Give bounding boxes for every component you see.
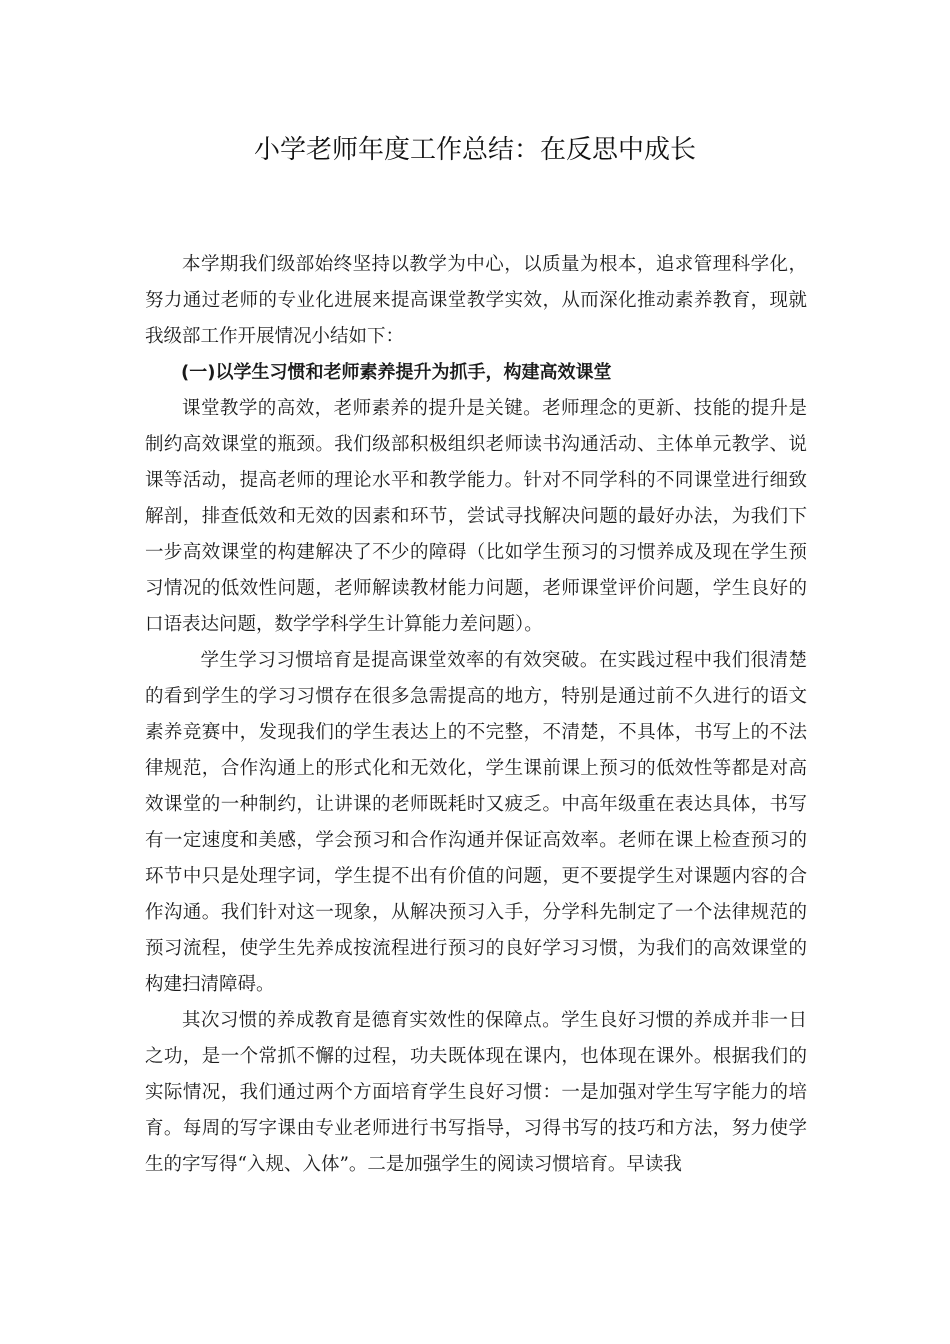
intro-paragraph: 本学期我们级部始终坚持以教学为中心，以质量为根本，追求管理科学化，努力通过老师的专业化进展来提高课堂教学实效，从而深化推动素养教育，现就我级部工作开展情况小结如下： — [145, 254, 807, 347]
body-paragraph-3: 其次习惯的养成教育是德育实效性的保障点。学生良好习惯的养成并非一日之功，是一个常抓不懈的过程，功夫既体现在课内，也体现在课外。根据我们的实际情况，我们通过两个方面培育学生良好习惯：一是加强对学生写字能力的培育。每周的写字课由专业老师进行书写指导，习得书写的技巧和方法，努力使学生的字写得“入规、入体”。二是加强学生的阅读习惯培育。早读我 — [145, 1010, 807, 1175]
section-heading-1: (一)以学生习惯和老师素养提升为抓手，构建高效课堂 — [181, 362, 612, 383]
body-paragraph-2: 学生学习习惯培育是提高课堂效率的有效突破。在实践过程中我们很清楚的看到学生的学习习惯存在很多急需提高的地方，特别是通过前不久进行的语文素养竞赛中，发现我们的学生表达上的不完整，不清楚，不具体，书写上的不法律规范，合作沟通上的形式化和无效化，学生课前课上预习的低效性等都是对高效课堂的一种制约，让讲课的老师既耗时又疲乏。中高年级重在表达具体，书写有一定速度和美感，学会预习和合作沟通并保证高效率。老师在课上检查预习的环节中只是处理字词，学生提不出有价值的问题，更不要提学生对课题内容的合作沟通。我们针对这一现象，从解决预习入手，分学科先制定了一个法律规范的预习流程，使学生先养成按流程进行预习的良好学习习惯，为我们的高效课堂的构建扫清障碍。 — [145, 650, 807, 995]
document-body — [145, 247, 807, 1183]
document-title: 小学老师年度工作总结：在反思中成长 — [253, 135, 696, 165]
body-paragraph-1: 课堂教学的高效，老师素养的提升是关键。老师理念的更新、技能的提升是制约高效课堂的瓶颈。我们级部积极组织老师读书沟通活动、主体单元教学、说课等活动，提高老师的理论水平和教学能力。针对不同学科的不同课堂进行细致解剖，排查低效和无效的因素和环节，尝试寻找解决问题的最好办法，为我们下一步高效课堂的构建解决了不少的障碍（比如学生预习的习惯养成及现在学生预习情况的低效性问题，老师解读教材能力问题，老师课堂评价问题，学生良好的口语表达问题，数学学科学生计算能力差问题）。 — [145, 398, 807, 635]
